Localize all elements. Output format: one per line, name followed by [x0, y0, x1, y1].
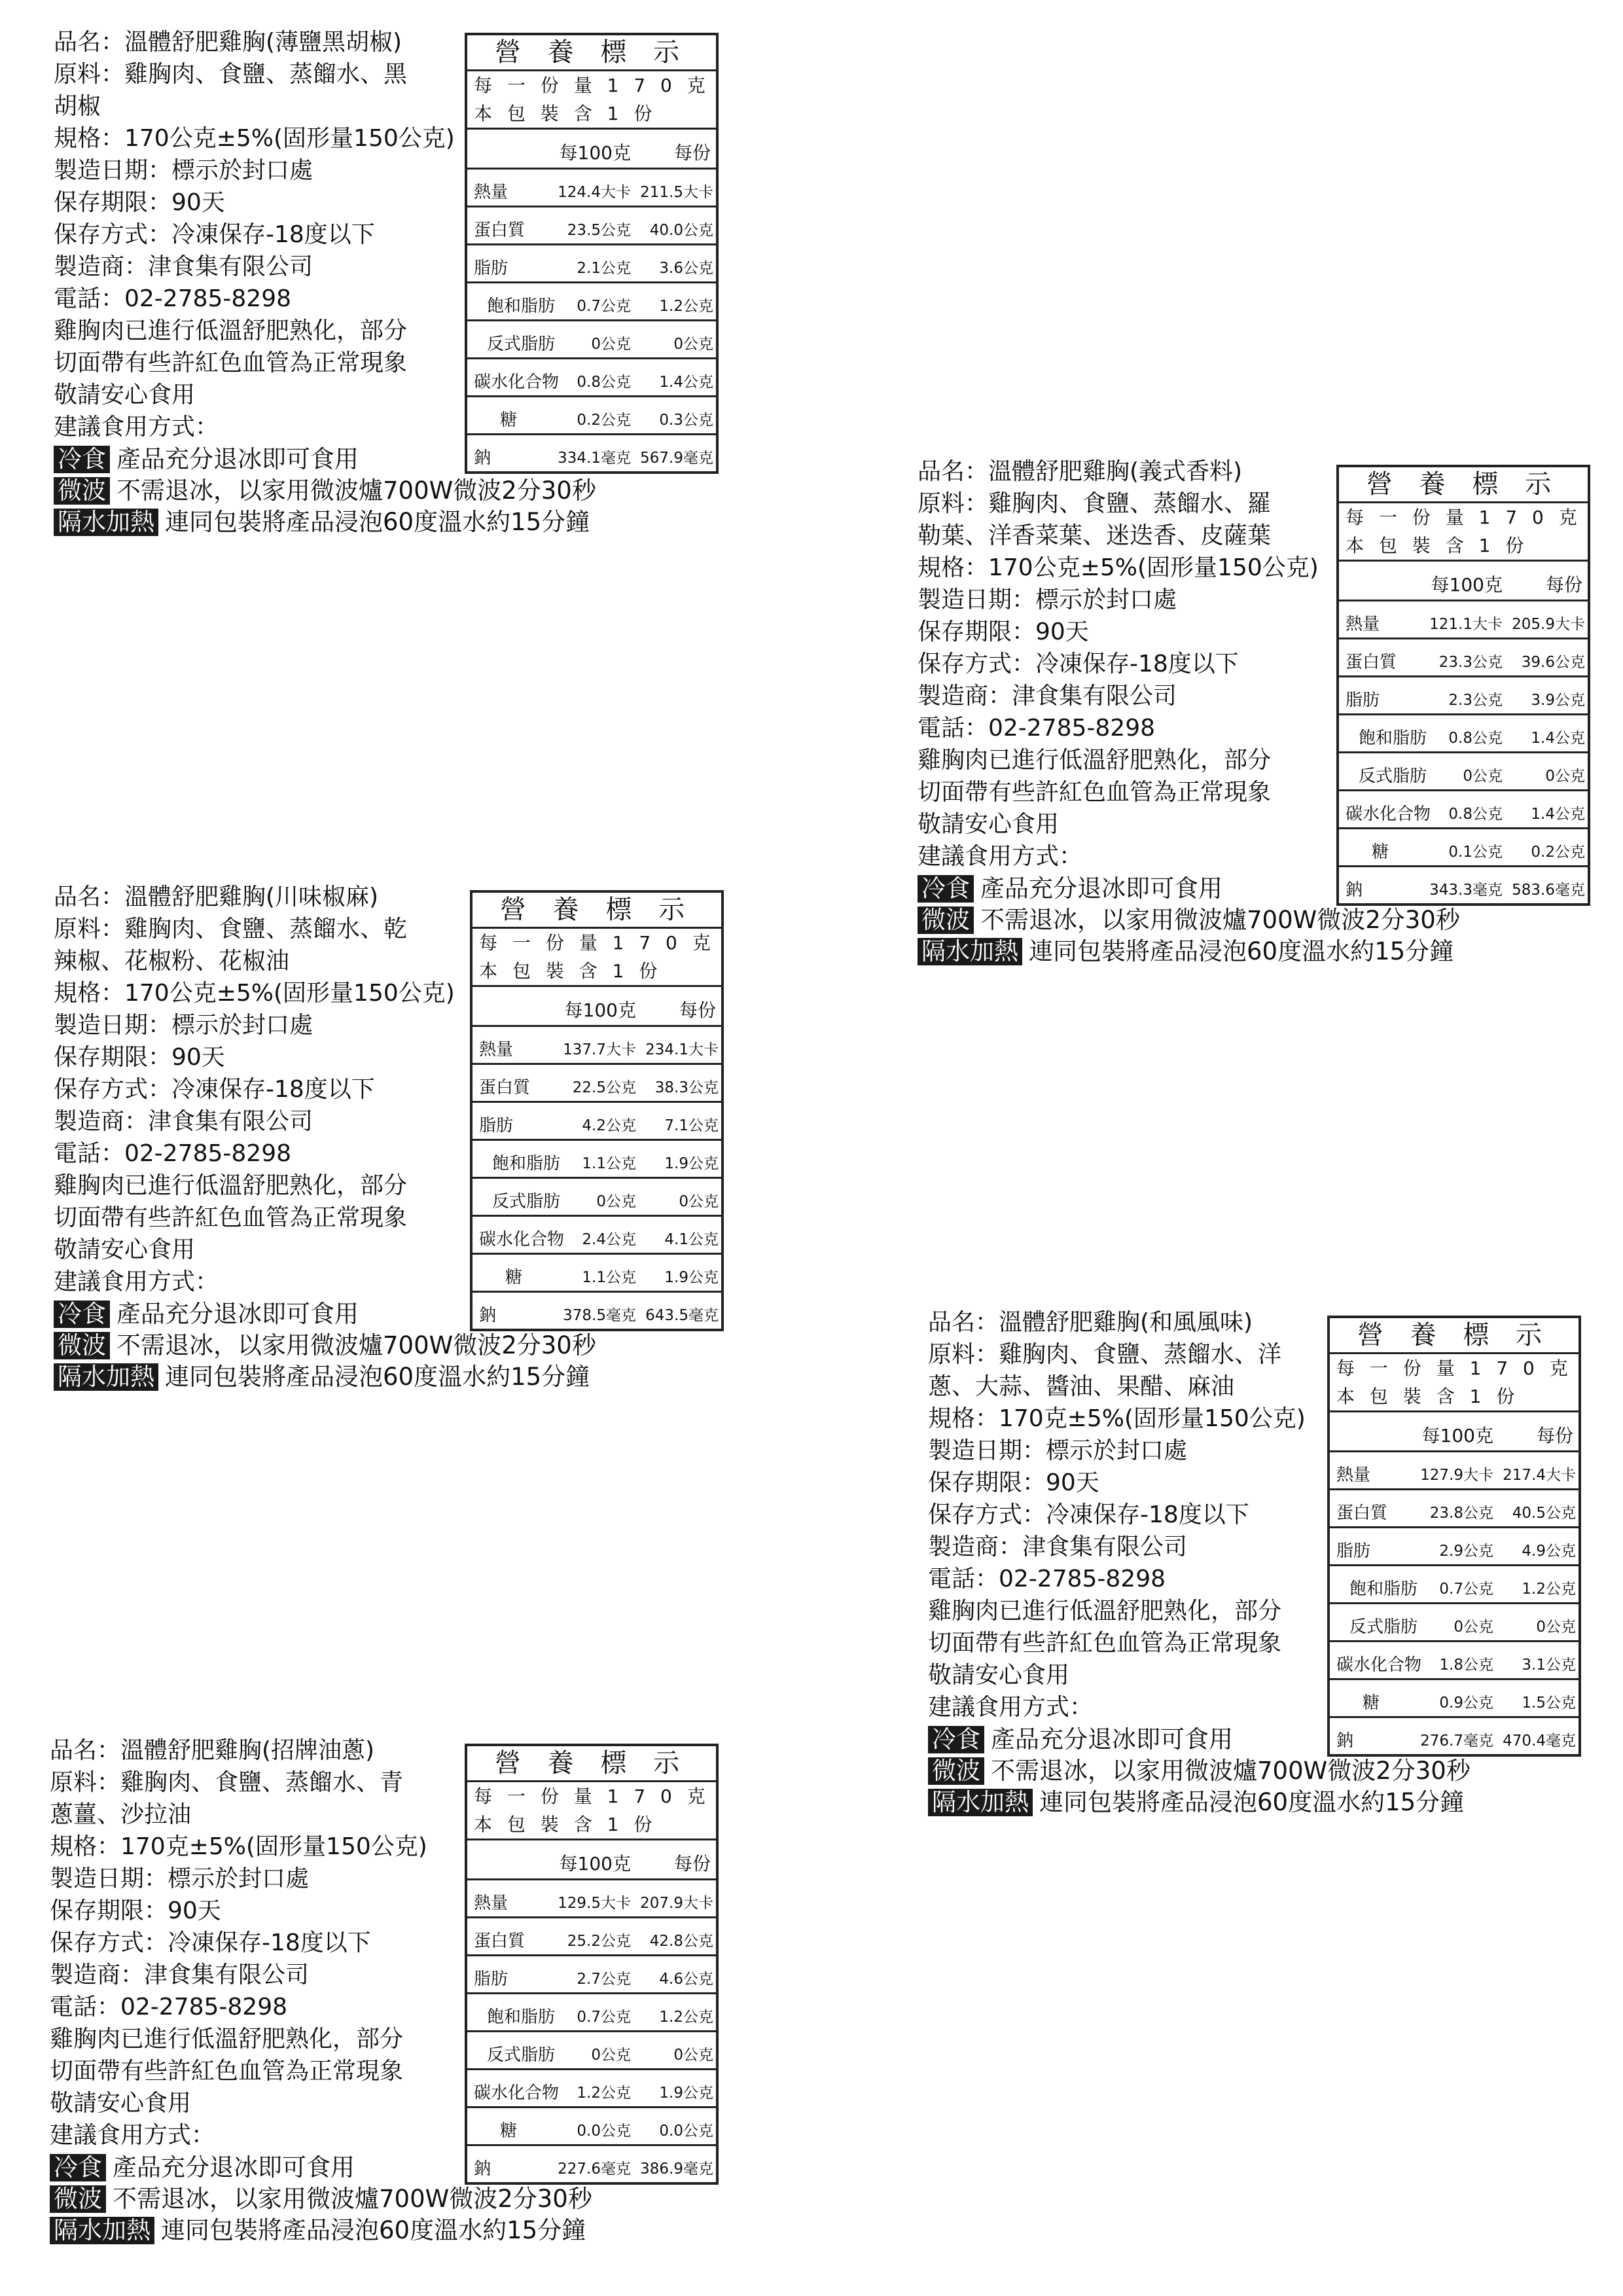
row-fat: 脂肪 4.2公克 7.1公克: [473, 1101, 721, 1139]
prep-cold: 冷食 產品充分退冰即可食用: [50, 2152, 355, 2183]
prep-cold-tag: 冷食: [54, 1300, 110, 1328]
prep-cold-tag: 冷食: [918, 875, 974, 903]
nutrition-header: 每100克 每份: [1339, 560, 1588, 600]
row-trans-fat: 反式脂肪 0公克 0公克: [473, 1177, 721, 1215]
servings-per-pack: 本 包 裝 含 1 份: [474, 1814, 657, 1835]
product-label-scallion-oil: [50, 1734, 750, 2244]
product-name: 品名：溫體舒肥雞胸(和風風味): [928, 1309, 1253, 1336]
prep-microwave: 微波 不需退冰，以家用微波爐700W微波2分30秒: [928, 1755, 1471, 1787]
note-line-1: 雞胸肉已進行低溫舒肥熟化，部分: [54, 1172, 408, 1199]
note-line-3: 敬請安心食用: [50, 2090, 192, 2117]
row-sugar: 糖 0.9公克 1.5公克: [1330, 1678, 1578, 1716]
prep-water-bath: 隔水加熱 連同包裝將產品浸泡60度溫水約15分鐘: [928, 1787, 1464, 1818]
prep-microwave-tag: 微波: [928, 1757, 984, 1785]
row-carbohydrate: 碳水化合物 1.8公克 3.1公克: [1330, 1640, 1578, 1678]
prep-water-tag: 隔水加熱: [54, 1363, 158, 1391]
prep-cold-tag: 冷食: [928, 1726, 984, 1753]
nutrition-title: 營 養 標 示: [1330, 1318, 1578, 1354]
product-label-black-pepper: [54, 26, 754, 536]
usage-heading: 建議食用方式：: [54, 1268, 219, 1295]
prep-microwave-tag: 微波: [54, 477, 110, 505]
storage: 保存方式：冷凍保存-18度以下: [54, 1076, 375, 1103]
spec: 規格：170公克±5%(固形量150公克): [918, 554, 1319, 581]
prep-water-bath: 隔水加熱 連同包裝將產品浸泡60度溫水約15分鐘: [918, 936, 1454, 967]
nutrition-title: 營 養 標 示: [467, 1746, 716, 1782]
note-line-3: 敬請安心食用: [918, 811, 1060, 838]
nutrition-title: 營 養 標 示: [467, 35, 716, 71]
note-line-3: 敬請安心食用: [928, 1662, 1070, 1689]
manufacturer: 製造商：津食集有限公司: [928, 1534, 1188, 1560]
serving-size: 每 一 份 量 1 7 0 克: [1346, 507, 1582, 528]
row-protein: 蛋白質 22.5公克 38.3公克: [473, 1063, 721, 1101]
manufacture-date: 製造日期：標示於封口處: [928, 1437, 1188, 1464]
prep-cold: 冷食 產品充分退冰即可食用: [928, 1724, 1233, 1755]
row-trans-fat: 反式脂肪 0公克 0公克: [1330, 1602, 1578, 1640]
servings-per-pack: 本 包 裝 含 1 份: [1346, 535, 1529, 556]
manufacture-date: 製造日期：標示於封口處: [54, 1012, 313, 1039]
prep-water-tag: 隔水加熱: [54, 509, 158, 536]
prep-microwave: 微波 不需退冰，以家用微波爐700W微波2分30秒: [918, 905, 1460, 936]
usage-heading: 建議食用方式：: [54, 414, 219, 440]
servings-per-pack: 本 包 裝 含 1 份: [474, 103, 657, 124]
phone: 電話：02-2785-8298: [918, 715, 1156, 742]
nutrition-table: [1327, 1316, 1581, 1757]
note-line-2: 切面帶有些許紅色血管為正常現象: [928, 1630, 1282, 1657]
row-trans-fat: 反式脂肪 0公克 0公克: [467, 319, 716, 357]
prep-water-bath: 隔水加熱 連同包裝將產品浸泡60度溫水約15分鐘: [54, 1361, 590, 1393]
nutrition-title: 營 養 標 示: [473, 893, 721, 929]
row-sodium: 鈉 276.7毫克 470.4毫克: [1330, 1716, 1578, 1754]
product-label-sichuan-pepper: [54, 881, 754, 1391]
phone: 電話：02-2785-8298: [928, 1566, 1166, 1592]
prep-microwave-tag: 微波: [50, 2185, 106, 2213]
ingredients: 原料：雞胸肉、食鹽、蒸餾水、黑胡椒: [54, 61, 408, 120]
row-carbohydrate: 碳水化合物 1.2公克 1.9公克: [467, 2068, 716, 2106]
row-saturated-fat: 飽和脂肪 0.7公克 1.2公克: [467, 1992, 716, 2030]
nutrition-header: 每100克 每份: [467, 1839, 716, 1878]
row-saturated-fat: 飽和脂肪 0.8公克 1.4公克: [1339, 713, 1588, 751]
serving-size: 每 一 份 量 1 7 0 克: [474, 75, 710, 96]
manufacturer: 製造商：津食集有限公司: [54, 1108, 313, 1135]
phone: 電話：02-2785-8298: [54, 1140, 292, 1167]
note-line-3: 敬請安心食用: [54, 1236, 196, 1263]
row-fat: 脂肪 2.9公克 4.9公克: [1330, 1526, 1578, 1564]
spec: 規格：170克±5%(固形量150公克): [50, 1833, 427, 1860]
product-info: [928, 1306, 1347, 1723]
prep-microwave: 微波 不需退冰，以家用微波爐700W微波2分30秒: [50, 2183, 592, 2215]
note-line-2: 切面帶有些許紅色血管為正常現象: [54, 350, 408, 376]
row-protein: 蛋白質 23.8公克 40.5公克: [1330, 1488, 1578, 1526]
product-label-japanese-style: [928, 1306, 1623, 1816]
prep-microwave: 微波 不需退冰，以家用微波爐700W微波2分30秒: [54, 475, 596, 507]
nutrition-table: [465, 33, 719, 474]
row-carbohydrate: 碳水化合物 0.8公克 1.4公克: [1339, 789, 1588, 827]
row-protein: 蛋白質 25.2公克 42.8公克: [467, 1916, 716, 1954]
ingredients: 原料：雞胸肉、食鹽、蒸餾水、青蔥薑、沙拉油: [50, 1769, 404, 1828]
manufacture-date: 製造日期：標示於封口處: [50, 1865, 310, 1892]
prep-microwave: 微波 不需退冰，以家用微波爐700W微波2分30秒: [54, 1330, 596, 1361]
row-protein: 蛋白質 23.5公克 40.0公克: [467, 206, 716, 243]
nutrition-title: 營 養 標 示: [1339, 467, 1588, 503]
shelf-life: 保存期限：90天: [54, 1044, 225, 1071]
row-sodium: 鈉 334.1毫克 567.9毫克: [467, 433, 716, 471]
product-info: [54, 26, 473, 443]
prep-cold: 冷食 產品充分退冰即可食用: [54, 444, 359, 475]
note-line-1: 雞胸肉已進行低溫舒肥熟化，部分: [54, 317, 408, 344]
product-name: 品名：溫體舒肥雞胸(川味椒麻): [54, 884, 379, 910]
nutrition-table: [465, 1744, 719, 2185]
row-calories: 熱量 127.9大卡 217.4大卡: [1330, 1450, 1578, 1488]
manufacturer: 製造商：津食集有限公司: [918, 683, 1177, 709]
phone: 電話：02-2785-8298: [50, 1994, 288, 2020]
manufacturer: 製造商：津食集有限公司: [50, 1962, 310, 1988]
manufacture-date: 製造日期：標示於封口處: [918, 586, 1177, 613]
row-sugar: 糖 0.2公克 0.3公克: [467, 395, 716, 433]
row-sugar: 糖 0.0公克 0.0公克: [467, 2106, 716, 2144]
usage-heading: 建議食用方式：: [918, 843, 1083, 870]
product-info: [918, 456, 1336, 872]
servings-per-pack: 本 包 裝 含 1 份: [479, 960, 662, 982]
product-info: [54, 881, 473, 1298]
spec: 規格：170克±5%(固形量150公克): [928, 1405, 1306, 1432]
note-line-2: 切面帶有些許紅色血管為正常現象: [918, 779, 1272, 806]
serving-size: 每 一 份 量 1 7 0 克: [474, 1785, 710, 1807]
prep-water-tag: 隔水加熱: [918, 938, 1022, 965]
row-sodium: 鈉 343.3毫克 583.6毫克: [1339, 865, 1588, 903]
manufacturer: 製造商：津食集有限公司: [54, 253, 313, 280]
row-saturated-fat: 飽和脂肪 0.7公克 1.2公克: [467, 281, 716, 319]
phone: 電話：02-2785-8298: [54, 285, 292, 312]
row-carbohydrate: 碳水化合物 2.4公克 4.1公克: [473, 1215, 721, 1253]
prep-cold: 冷食 產品充分退冰即可食用: [918, 873, 1222, 905]
note-line-1: 雞胸肉已進行低溫舒肥熟化，部分: [918, 747, 1272, 774]
row-carbohydrate: 碳水化合物 0.8公克 1.4公克: [467, 357, 716, 395]
row-fat: 脂肪 2.7公克 4.6公克: [467, 1954, 716, 1992]
usage-heading: 建議食用方式：: [928, 1694, 1094, 1721]
row-trans-fat: 反式脂肪 0公克 0公克: [1339, 751, 1588, 789]
product-label-italian-herb: [918, 456, 1618, 965]
note-line-1: 雞胸肉已進行低溫舒肥熟化，部分: [928, 1598, 1282, 1624]
prep-microwave-tag: 微波: [918, 906, 974, 934]
row-fat: 脂肪 2.1公克 3.6公克: [467, 243, 716, 281]
serving-size: 每 一 份 量 1 7 0 克: [479, 932, 715, 954]
nutrition-header: 每100克 每份: [473, 985, 721, 1025]
storage: 保存方式：冷凍保存-18度以下: [928, 1501, 1249, 1528]
storage: 保存方式：冷凍保存-18度以下: [50, 1929, 371, 1956]
servings-per-pack: 本 包 裝 含 1 份: [1336, 1386, 1520, 1407]
row-trans-fat: 反式脂肪 0公克 0公克: [467, 2030, 716, 2068]
row-calories: 熱量 124.4大卡 211.5大卡: [467, 168, 716, 206]
note-line-2: 切面帶有些許紅色血管為正常現象: [54, 1204, 408, 1231]
note-line-3: 敬請安心食用: [54, 382, 196, 408]
product-info: [50, 1734, 469, 2151]
prep-cold-tag: 冷食: [54, 446, 110, 473]
row-calories: 熱量 137.7大卡 234.1大卡: [473, 1025, 721, 1063]
product-name: 品名：溫體舒肥雞胸(招牌油蔥): [50, 1737, 375, 1764]
spec: 規格：170公克±5%(固形量150公克): [54, 980, 455, 1007]
shelf-life: 保存期限：90天: [918, 619, 1089, 645]
shelf-life: 保存期限：90天: [928, 1469, 1099, 1496]
prep-cold-tag: 冷食: [50, 2154, 106, 2181]
spec: 規格：170公克±5%(固形量150公克): [54, 125, 455, 152]
ingredients: 原料：雞胸肉、食鹽、蒸餾水、羅勒葉、洋香菜葉、迷迭香、皮薩葉: [918, 490, 1272, 549]
row-sugar: 糖 0.1公克 0.2公克: [1339, 827, 1588, 865]
note-line-1: 雞胸肉已進行低溫舒肥熟化，部分: [50, 2026, 404, 2053]
row-sodium: 鈉 378.5毫克 643.5毫克: [473, 1291, 721, 1329]
manufacture-date: 製造日期：標示於封口處: [54, 157, 313, 184]
shelf-life: 保存期限：90天: [54, 189, 225, 216]
row-fat: 脂肪 2.3公克 3.9公克: [1339, 675, 1588, 713]
note-line-2: 切面帶有些許紅色血管為正常現象: [50, 2058, 404, 2085]
prep-water-bath: 隔水加熱 連同包裝將產品浸泡60度溫水約15分鐘: [50, 2215, 586, 2246]
prep-microwave-tag: 微波: [54, 1332, 110, 1359]
product-name: 品名：溫體舒肥雞胸(義式香料): [918, 458, 1243, 485]
serving-size: 每 一 份 量 1 7 0 克: [1336, 1357, 1573, 1379]
row-sugar: 糖 1.1公克 1.9公克: [473, 1253, 721, 1291]
prep-cold: 冷食 產品充分退冰即可食用: [54, 1299, 359, 1330]
product-name: 品名：溫體舒肥雞胸(薄鹽黑胡椒): [54, 29, 402, 56]
row-saturated-fat: 飽和脂肪 0.7公克 1.2公克: [1330, 1564, 1578, 1602]
nutrition-header: 每100克 每份: [467, 128, 716, 168]
row-sodium: 鈉 227.6毫克 386.9毫克: [467, 2144, 716, 2182]
usage-heading: 建議食用方式：: [50, 2122, 215, 2149]
row-calories: 熱量 121.1大卡 205.9大卡: [1339, 600, 1588, 637]
prep-water-bath: 隔水加熱 連同包裝將產品浸泡60度溫水約15分鐘: [54, 507, 590, 538]
prep-water-tag: 隔水加熱: [50, 2217, 154, 2244]
row-saturated-fat: 飽和脂肪 1.1公克 1.9公克: [473, 1139, 721, 1177]
shelf-life: 保存期限：90天: [50, 1897, 221, 1924]
row-calories: 熱量 129.5大卡 207.9大卡: [467, 1878, 716, 1916]
nutrition-header: 每100克 每份: [1330, 1410, 1578, 1450]
prep-water-tag: 隔水加熱: [928, 1789, 1033, 1816]
ingredients: 原料：雞胸肉、食鹽、蒸餾水、洋蔥、大蒜、醬油、果醋、麻油: [928, 1341, 1282, 1400]
nutrition-table: [470, 890, 724, 1331]
row-protein: 蛋白質 23.3公克 39.6公克: [1339, 637, 1588, 675]
ingredients: 原料：雞胸肉、食鹽、蒸餾水、乾辣椒、花椒粉、花椒油: [54, 916, 408, 975]
storage: 保存方式：冷凍保存-18度以下: [54, 221, 375, 248]
nutrition-table: [1336, 465, 1590, 906]
storage: 保存方式：冷凍保存-18度以下: [918, 651, 1239, 677]
